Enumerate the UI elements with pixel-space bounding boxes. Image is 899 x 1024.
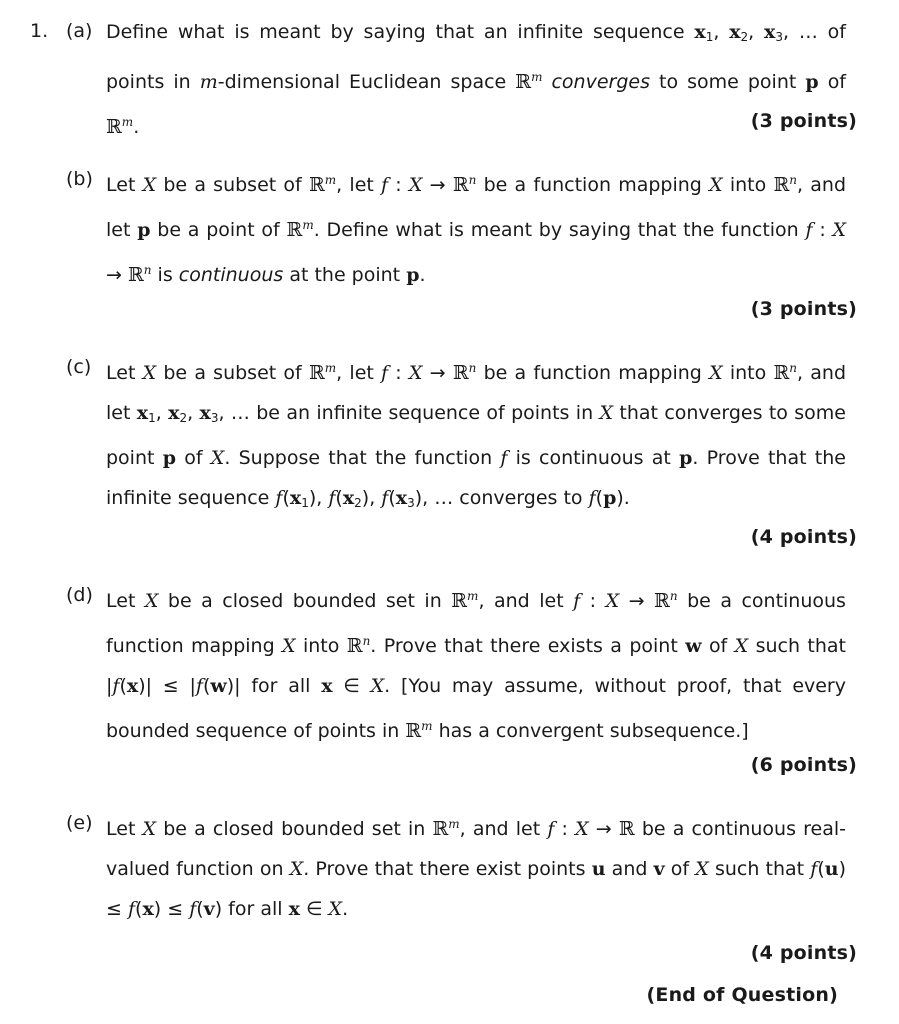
points-label: (3 points) (750, 110, 857, 132)
part-label: (a) (66, 20, 93, 42)
part-label: (e) (66, 812, 93, 834)
part-label: (c) (66, 356, 92, 378)
points-label: (6 points) (750, 754, 857, 776)
part-label: (d) (66, 584, 93, 606)
part-text: Let X be a closed bounded set in ℝ$^m$, and let f : X → ℝ$^n$ be a continuous function mapping X into ℝ$^n$. Prove that there exists a point w of X such that |f(x)| ≤ |f(w)| for all x ∈ X. [You may assume, without proof, that every bounded sequence of points in ℝ$^m$ has a convergent subsequence.] (106, 589, 846, 742)
part-text: Define what is meant by saying that an infinite sequence $x_1$, $x_2$, $x_3$, … of points in m-dimensional Euclidean space ℝ$^m$ converges to some point p of ℝ$^m$. (106, 21, 847, 138)
question-number: 1. (30, 20, 49, 42)
part-text: Let X be a closed bounded set in ℝ$^m$, and let f : X → ℝ be a continuous real-valued function on X. Prove that there exist points u and v of X such that f(u) ≤ f(x) ≤ f(v) for all x ∈ X. (106, 817, 847, 920)
points-label: (4 points) (750, 942, 857, 964)
part-text: Let X be a subset of ℝ$^m$, let f : X → ℝ$^n$ be a function mapping X into ℝ$^n$, and let p be a point of ℝ$^m$. Define what is meant by saying that the function f : X → ℝ$^n$ is continuous at the point p. (106, 173, 847, 286)
part-text: Let X be a subset of ℝ$^m$, let f : X → ℝ$^n$ be a function mapping X into ℝ$^n$, and let $x_1$, $x_2$, $x_3$, … be an infinite sequence of points in X that converges to some point p of X. Suppose that the function f is continuous at p. Prove that the infinite sequence $f(x_1)$, $f(x_2)$, $f(x_3)$, … converges to f(p). (106, 361, 846, 510)
end-of-question-label: (End of Question) (646, 984, 838, 1006)
points-label: (3 points) (750, 298, 857, 320)
part-label: (b) (66, 168, 93, 190)
points-label: (4 points) (750, 526, 857, 548)
